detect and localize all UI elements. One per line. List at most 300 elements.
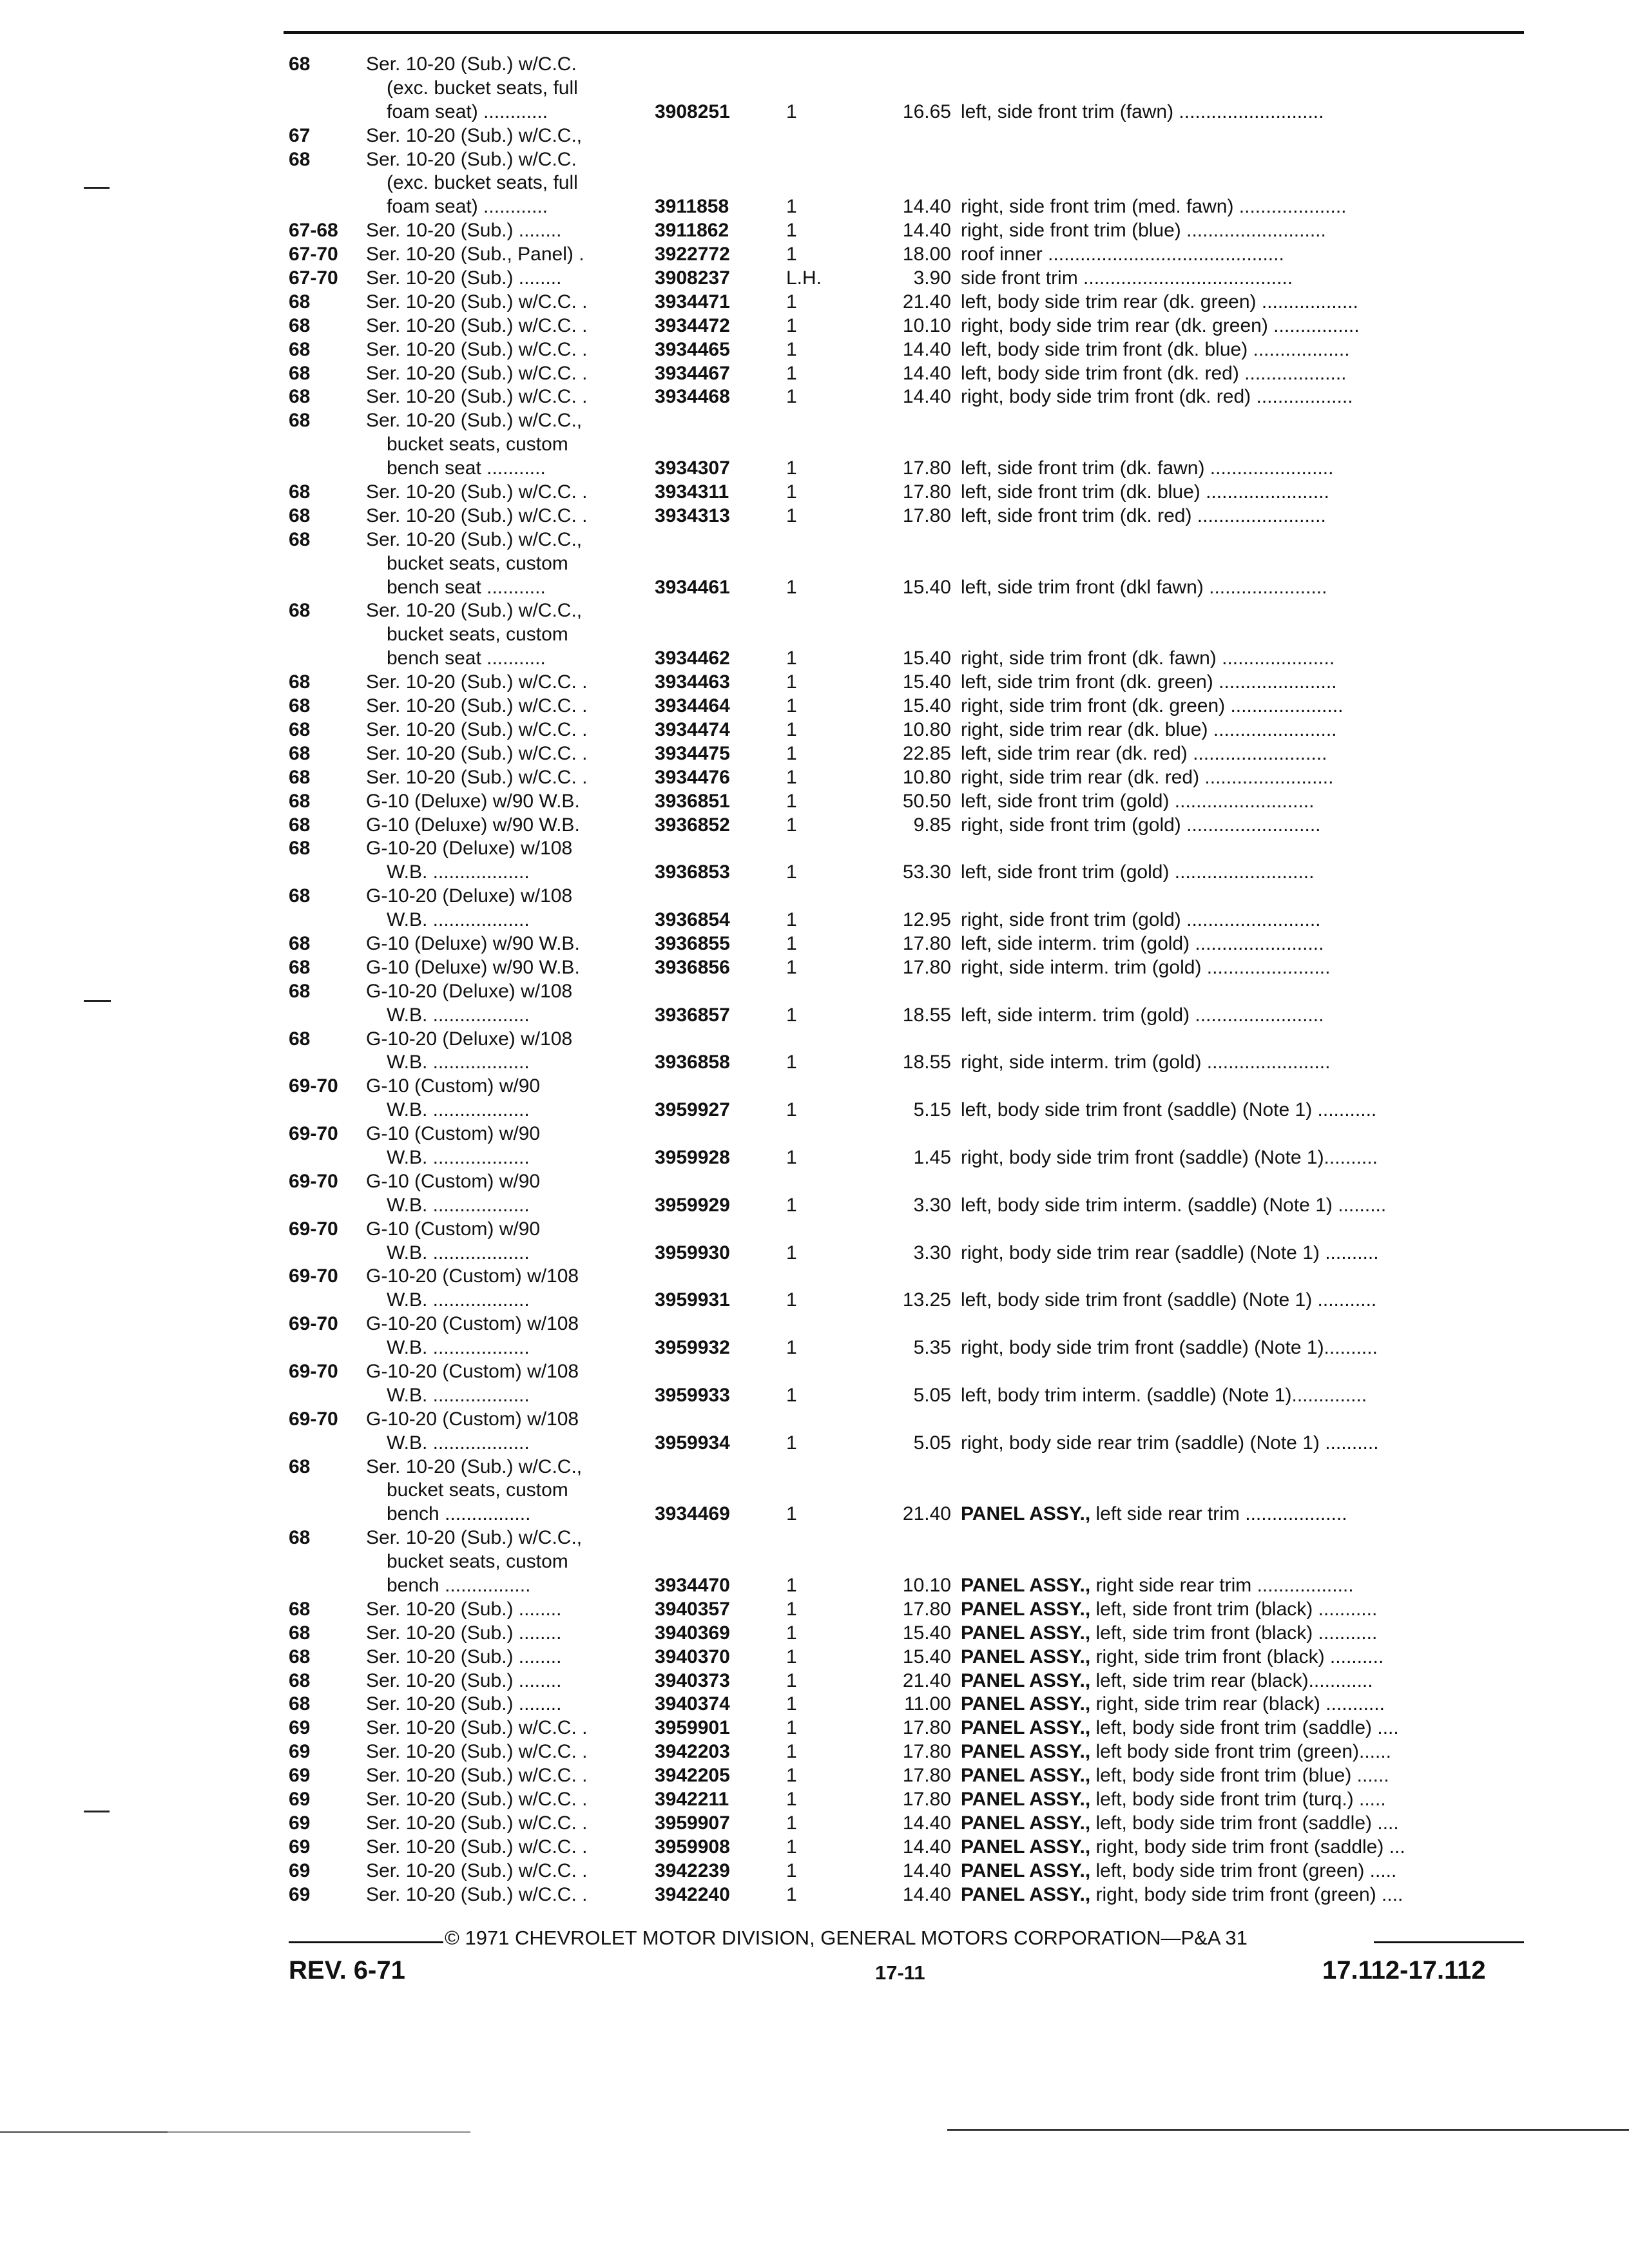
description-text: right, body side trim front (saddle) (Note 1).......... — [961, 1146, 1378, 1168]
description-cell — [961, 291, 1358, 314]
price-cell: 18.55 — [902, 1004, 951, 1026]
description-text: right, side front trim (blue) .......................... — [961, 220, 1326, 242]
description-cell — [961, 1146, 1378, 1170]
table-row — [289, 1860, 1526, 1883]
model-cell: W.B. .................. — [387, 909, 530, 931]
description-text: right, side trim front (black) .......... — [1090, 1646, 1384, 1667]
model-cell: G-10-20 (Custom) w/108 — [366, 1313, 579, 1335]
year-cell: 69-70 — [289, 1360, 338, 1382]
model-cell: G-10 (Custom) w/90 — [366, 1075, 541, 1097]
year-cell: 68 — [289, 1028, 311, 1050]
year-cell: 68 — [289, 1646, 311, 1667]
description-cell — [961, 1836, 1405, 1860]
table-row — [289, 599, 1526, 623]
table-row — [289, 53, 1526, 77]
year-cell: 69-70 — [289, 1170, 338, 1192]
description-cell — [961, 861, 1314, 885]
bottom-rule-left — [0, 2131, 168, 2133]
table-row — [289, 362, 1526, 386]
year-cell: 68 — [289, 671, 311, 693]
description-text: right, side front trim (med. fawn) .................... — [961, 196, 1347, 218]
table-row — [289, 790, 1526, 814]
model-cell: Ser. 10-20 (Sub.) w/C.C. . — [366, 695, 588, 717]
part-number-cell: 3940369 — [655, 1622, 730, 1644]
part-number-cell: 3934470 — [655, 1575, 730, 1596]
description-cell — [961, 314, 1360, 338]
price-cell: 14.40 — [902, 1836, 951, 1858]
model-cell: foam seat) ............ — [387, 101, 548, 122]
table-row — [289, 1716, 1526, 1740]
table-row — [289, 1598, 1526, 1622]
table-row — [289, 148, 1526, 172]
quantity-cell: 1 — [786, 1575, 797, 1596]
model-cell: G-10-20 (Deluxe) w/108 — [366, 1028, 573, 1050]
year-cell: 68 — [289, 386, 311, 408]
part-number-cell: 3934311 — [655, 481, 729, 503]
model-cell: W.B. .................. — [387, 1384, 530, 1406]
quantity-cell: 1 — [786, 1337, 797, 1359]
description-cell — [961, 1336, 1378, 1360]
quantity-cell: 1 — [786, 244, 797, 265]
part-number-cell: 3934463 — [655, 671, 730, 693]
quantity-cell: 1 — [786, 718, 797, 740]
description-cell — [961, 101, 1324, 124]
quantity-cell: 1 — [786, 1765, 797, 1787]
year-cell: 68 — [289, 1669, 311, 1691]
footer-revision: REV. 6-71 — [289, 1956, 405, 1984]
description-text: left, side trim front (black) ........... — [1090, 1622, 1378, 1644]
quantity-cell: 1 — [786, 1741, 797, 1763]
description-cell — [961, 1693, 1385, 1716]
description-heading: PANEL ASSY., — [961, 1622, 1091, 1644]
year-cell: 68 — [289, 1456, 311, 1477]
model-cell: bucket seats, custom — [387, 552, 568, 574]
price-cell: 53.30 — [902, 861, 951, 883]
model-cell: Ser. 10-20 (Sub.) w/C.C. . — [366, 742, 588, 764]
quantity-cell: 1 — [786, 196, 797, 218]
table-row — [289, 1432, 1526, 1456]
quantity-cell: 1 — [786, 314, 797, 336]
model-cell: W.B. .................. — [387, 1289, 530, 1311]
table-row — [289, 101, 1526, 124]
table-row — [289, 908, 1526, 932]
description-cell — [961, 932, 1324, 956]
price-cell: 21.40 — [902, 291, 951, 312]
model-cell: bench ................ — [387, 1503, 531, 1525]
quantity-cell: 1 — [786, 457, 797, 479]
table-row — [289, 314, 1526, 338]
price-cell: 14.40 — [902, 1812, 951, 1834]
table-row — [289, 1218, 1526, 1242]
model-cell: Ser. 10-20 (Sub.) w/C.C. — [366, 53, 577, 75]
model-cell: G-10 (Deluxe) w/90 W.B. — [366, 790, 580, 812]
margin-mark — [84, 1811, 110, 1812]
table-row — [289, 1550, 1526, 1574]
description-cell — [961, 338, 1350, 362]
part-number-cell: 3934476 — [655, 766, 730, 788]
quantity-cell: 1 — [786, 814, 797, 836]
price-cell: 10.80 — [902, 718, 951, 740]
year-cell: 69-70 — [289, 1218, 338, 1240]
description-text: right, body side trim rear (dk. green) ................ — [961, 314, 1360, 336]
model-cell: Ser. 10-20 (Sub.) w/C.C. . — [366, 362, 588, 384]
description-text: left, side interm. trim (gold) ........................ — [961, 1004, 1324, 1026]
description-cell — [961, 814, 1321, 838]
table-row — [289, 1883, 1526, 1907]
description-heading: PANEL ASSY., — [961, 1646, 1091, 1667]
quantity-cell: 1 — [786, 1194, 797, 1216]
quantity-cell: 1 — [786, 861, 797, 883]
description-cell — [961, 243, 1284, 267]
year-cell: 69 — [289, 1860, 311, 1881]
model-cell: G-10-20 (Deluxe) w/108 — [366, 980, 573, 1002]
description-text: side front trim ....................................... — [961, 267, 1293, 289]
footer-rule-left — [289, 1941, 443, 1943]
part-number-cell: 3934468 — [655, 386, 730, 408]
year-cell: 67-70 — [289, 244, 338, 265]
price-cell: 17.80 — [902, 956, 951, 978]
model-cell: bench seat ........... — [387, 576, 546, 598]
model-cell: Ser. 10-20 (Sub.) w/C.C. . — [366, 1717, 588, 1739]
description-heading: PANEL ASSY., — [961, 1836, 1091, 1858]
model-cell: foam seat) ............ — [387, 196, 548, 218]
description-heading: PANEL ASSY., — [961, 1693, 1091, 1715]
price-cell: 10.10 — [902, 1575, 951, 1596]
part-number-cell: 3934461 — [655, 576, 730, 598]
quantity-cell: 1 — [786, 909, 797, 931]
year-cell: 69-70 — [289, 1408, 338, 1430]
description-text: left, side trim front (dkl fawn) ...................... — [961, 576, 1327, 598]
quantity-cell: 1 — [786, 1242, 797, 1264]
table-row — [289, 671, 1526, 695]
table-row — [289, 1503, 1526, 1526]
price-cell: 17.80 — [902, 932, 951, 954]
model-cell: W.B. .................. — [387, 1099, 530, 1121]
description-cell — [961, 1716, 1399, 1740]
description-cell — [961, 457, 1333, 481]
price-cell: 15.40 — [902, 576, 951, 598]
description-cell — [961, 1646, 1383, 1669]
quantity-cell: 1 — [786, 1598, 797, 1620]
description-cell — [961, 1598, 1377, 1622]
description-text: left, side front trim (gold) .......................... — [961, 861, 1315, 883]
description-cell — [961, 1788, 1386, 1812]
price-cell: 22.85 — [902, 742, 951, 764]
year-cell: 69 — [289, 1812, 311, 1834]
part-number-cell: 3934469 — [655, 1503, 730, 1525]
model-cell: G-10-20 (Custom) w/108 — [366, 1265, 579, 1287]
table-row — [289, 1242, 1526, 1265]
description-text: left, body side trim front (saddle) (Note 1) ........... — [961, 1099, 1377, 1121]
quantity-cell: 1 — [786, 1432, 797, 1454]
table-row — [289, 505, 1526, 528]
part-number-cell: 3934474 — [655, 718, 730, 740]
table-row — [289, 338, 1526, 362]
year-cell: 69-70 — [289, 1123, 338, 1145]
description-cell — [961, 1004, 1324, 1028]
table-row — [289, 980, 1526, 1004]
year-cell: 68 — [289, 1622, 311, 1644]
description-text: right, body side trim front (saddle) (Note 1).......... — [961, 1337, 1378, 1359]
price-cell: 3.30 — [913, 1242, 951, 1264]
model-cell: Ser. 10-20 (Sub.) w/C.C. . — [366, 505, 588, 526]
quantity-cell: 1 — [786, 338, 797, 360]
quantity-cell: L.H. — [786, 267, 822, 289]
quantity-cell: 1 — [786, 671, 797, 693]
year-cell: 68 — [289, 314, 311, 336]
table-row — [289, 861, 1526, 885]
description-text: left, side front trim (dk. fawn) ....................... — [961, 457, 1334, 479]
model-cell: W.B. .................. — [387, 1194, 530, 1216]
part-number-cell: 3940373 — [655, 1669, 730, 1691]
year-cell: 68 — [289, 600, 311, 622]
year-cell: 68 — [289, 742, 311, 764]
description-cell — [961, 1432, 1379, 1456]
part-number-cell: 3934462 — [655, 648, 730, 669]
description-cell — [961, 505, 1326, 528]
model-cell: Ser. 10-20 (Sub.) w/C.C. . — [366, 1812, 588, 1834]
part-number-cell: 3942240 — [655, 1883, 730, 1905]
table-row — [289, 766, 1526, 790]
year-cell: 69 — [289, 1836, 311, 1858]
quantity-cell: 1 — [786, 1146, 797, 1168]
year-cell: 68 — [289, 291, 311, 312]
footer-section-number: 17.112-17.112 — [1322, 1956, 1486, 1984]
table-row — [289, 1669, 1526, 1693]
model-cell: W.B. .................. — [387, 1337, 530, 1359]
quantity-cell: 1 — [786, 291, 797, 312]
year-cell: 68 — [289, 1527, 311, 1549]
model-cell: Ser. 10-20 (Sub.) w/C.C., — [366, 1456, 583, 1477]
price-cell: 10.10 — [902, 314, 951, 336]
description-text: left, body side front trim (turq.) ..... — [1090, 1789, 1386, 1811]
table-row — [289, 695, 1526, 718]
price-cell: 12.95 — [902, 909, 951, 931]
model-cell: Ser. 10-20 (Sub.) w/C.C. . — [366, 671, 588, 693]
description-cell — [961, 1740, 1391, 1764]
part-number-cell: 3936852 — [655, 814, 730, 836]
price-cell: 15.40 — [902, 1622, 951, 1644]
parts-table — [289, 53, 1526, 1907]
year-cell: 69-70 — [289, 1075, 338, 1097]
model-cell: Ser. 10-20 (Sub.) ........ — [366, 267, 562, 289]
price-cell: 14.40 — [902, 1860, 951, 1881]
description-text: roof inner ............................................ — [961, 244, 1284, 265]
model-cell: Ser. 10-20 (Sub.) w/C.C. . — [366, 1860, 588, 1881]
quantity-cell: 1 — [786, 1860, 797, 1881]
description-cell — [961, 1883, 1403, 1907]
price-cell: 3.90 — [913, 267, 951, 289]
description-cell — [961, 1099, 1376, 1122]
part-number-cell: 3959930 — [655, 1242, 730, 1264]
year-cell: 68 — [289, 838, 311, 860]
description-cell — [961, 385, 1353, 409]
part-number-cell: 3959927 — [655, 1099, 730, 1121]
price-cell: 3.30 — [913, 1194, 951, 1216]
description-text: right side rear trim .................. — [1090, 1575, 1354, 1596]
bottom-rule-mid — [168, 2131, 470, 2133]
table-row — [289, 837, 1526, 861]
price-cell: 15.40 — [902, 648, 951, 669]
model-cell: Ser. 10-20 (Sub.) w/C.C., — [366, 1527, 583, 1549]
description-text: left, side front trim (black) ........... — [1090, 1598, 1378, 1620]
description-text: left, body side trim interm. (saddle) (Note 1) ......... — [961, 1194, 1387, 1216]
price-cell: 21.40 — [902, 1669, 951, 1691]
model-cell: bench seat ........... — [387, 457, 546, 479]
description-text: left body side front trim (green)...... — [1090, 1741, 1392, 1763]
model-cell: G-10 (Deluxe) w/90 W.B. — [366, 814, 580, 836]
model-cell: Ser. 10-20 (Sub.) w/C.C., — [366, 410, 583, 432]
table-row — [289, 1312, 1526, 1336]
part-number-cell: 3959934 — [655, 1432, 730, 1454]
table-row — [289, 291, 1526, 314]
table-row — [289, 528, 1526, 552]
model-cell: Ser. 10-20 (Sub.) w/C.C. . — [366, 338, 588, 360]
description-text: right, side interm. trim (gold) ....................... — [961, 956, 1331, 978]
description-text: left, body side front trim (blue) ...... — [1090, 1765, 1389, 1787]
model-cell: Ser. 10-20 (Sub.) ........ — [366, 220, 562, 242]
table-row — [289, 1004, 1526, 1028]
year-cell: 68 — [289, 932, 311, 954]
price-cell: 14.40 — [902, 220, 951, 242]
year-cell: 68 — [289, 148, 311, 170]
part-number-cell: 3934475 — [655, 742, 730, 764]
table-row — [289, 742, 1526, 766]
model-cell: bucket seats, custom — [387, 1479, 568, 1501]
quantity-cell: 1 — [786, 742, 797, 764]
description-text: left, side trim rear (black)............ — [1090, 1669, 1373, 1691]
description-cell — [961, 1384, 1367, 1408]
part-number-cell: 3959908 — [655, 1836, 730, 1858]
quantity-cell: 1 — [786, 1883, 797, 1905]
table-row — [289, 1051, 1526, 1075]
table-row — [289, 718, 1526, 742]
table-row — [289, 647, 1526, 671]
description-text: right, side trim front (dk. green) ..................... — [961, 695, 1344, 717]
model-cell: Ser. 10-20 (Sub.) w/C.C. . — [366, 386, 588, 408]
table-row — [289, 1360, 1526, 1384]
price-cell: 17.80 — [902, 1717, 951, 1739]
part-number-cell: 3940370 — [655, 1646, 730, 1667]
table-row — [289, 1693, 1526, 1716]
description-text: right, side trim rear (dk. red) ........................ — [961, 766, 1334, 788]
year-cell: 68 — [289, 766, 311, 788]
year-cell: 69 — [289, 1765, 311, 1787]
bottom-rule-right — [947, 2129, 1629, 2131]
description-heading: PANEL ASSY., — [961, 1812, 1091, 1834]
part-number-cell: 3942205 — [655, 1765, 730, 1787]
description-text: right, side front trim (gold) ......................... — [961, 814, 1321, 836]
year-cell: 69 — [289, 1741, 311, 1763]
price-cell: 13.25 — [902, 1289, 951, 1311]
model-cell: Ser. 10-20 (Sub.) w/C.C., — [366, 600, 583, 622]
quantity-cell: 1 — [786, 1836, 797, 1858]
price-cell: 17.80 — [902, 1789, 951, 1811]
table-row — [289, 385, 1526, 409]
quantity-cell: 1 — [786, 790, 797, 812]
year-cell: 68 — [289, 53, 311, 75]
year-cell: 69-70 — [289, 1265, 338, 1287]
description-cell — [961, 576, 1327, 600]
price-cell: 5.05 — [913, 1432, 951, 1454]
year-cell: 68 — [289, 956, 311, 978]
description-cell — [961, 1574, 1354, 1598]
table-row — [289, 1740, 1526, 1764]
price-cell: 17.80 — [902, 1765, 951, 1787]
year-cell: 68 — [289, 410, 311, 432]
part-number-cell: 3908237 — [655, 267, 730, 289]
year-cell: 68 — [289, 505, 311, 526]
description-text: right, side trim rear (dk. blue) ....................... — [961, 718, 1337, 740]
price-cell: 14.40 — [902, 386, 951, 408]
description-text: left, side interm. trim (gold) ........................ — [961, 932, 1324, 954]
part-number-cell: 3934313 — [655, 505, 730, 526]
description-text: left, side trim front (dk. green) ...................... — [961, 671, 1337, 693]
table-row — [289, 1194, 1526, 1218]
model-cell: G-10 (Custom) w/90 — [366, 1123, 541, 1145]
model-cell: bucket seats, custom — [387, 434, 568, 456]
table-row — [289, 124, 1526, 148]
quantity-cell: 1 — [786, 1646, 797, 1667]
table-row — [289, 1336, 1526, 1360]
model-cell: Ser. 10-20 (Sub.) ........ — [366, 1646, 562, 1667]
table-row — [289, 1764, 1526, 1788]
description-cell — [961, 362, 1347, 386]
description-cell — [961, 1669, 1373, 1693]
table-row — [289, 243, 1526, 267]
price-cell: 5.35 — [913, 1337, 951, 1359]
table-row — [289, 576, 1526, 600]
description-cell — [961, 1622, 1377, 1646]
price-cell: 14.40 — [902, 1883, 951, 1905]
part-number-cell: 3959901 — [655, 1717, 730, 1739]
margin-mark — [84, 1000, 111, 1002]
description-cell — [961, 766, 1333, 790]
year-cell: 68 — [289, 885, 311, 907]
description-text: left, body side trim front (saddle) (Note 1) ........... — [961, 1289, 1377, 1311]
part-number-cell: 3942239 — [655, 1860, 730, 1881]
model-cell: Ser. 10-20 (Sub.) ........ — [366, 1693, 562, 1715]
part-number-cell: 3959933 — [655, 1384, 730, 1406]
description-cell — [961, 481, 1329, 505]
description-heading: PANEL ASSY., — [961, 1741, 1091, 1763]
table-row — [289, 956, 1526, 980]
part-number-cell: 3936855 — [655, 932, 730, 954]
model-cell: Ser. 10-20 (Sub.) ........ — [366, 1622, 562, 1644]
description-cell — [961, 718, 1337, 742]
description-text: left, body trim interm. (saddle) (Note 1).............. — [961, 1384, 1367, 1406]
model-cell: (exc. bucket seats, full — [387, 172, 578, 194]
quantity-cell: 1 — [786, 695, 797, 717]
table-row — [289, 1384, 1526, 1408]
description-cell — [961, 1812, 1399, 1836]
table-row — [289, 267, 1526, 291]
description-heading: PANEL ASSY., — [961, 1669, 1091, 1691]
description-text: left, body side trim front (green) ..... — [1090, 1860, 1397, 1881]
description-text: left, side front trim (dk. blue) ....................... — [961, 481, 1329, 503]
model-cell: Ser. 10-20 (Sub.) w/C.C. . — [366, 314, 588, 336]
description-text: left, body side trim front (dk. red) ................... — [961, 362, 1347, 384]
year-cell: 68 — [289, 362, 311, 384]
quantity-cell: 1 — [786, 932, 797, 954]
year-cell: 67 — [289, 124, 311, 146]
description-cell — [961, 195, 1347, 219]
price-cell: 1.45 — [913, 1146, 951, 1168]
description-heading: PANEL ASSY., — [961, 1765, 1091, 1787]
model-cell: W.B. .................. — [387, 1432, 530, 1454]
table-row — [289, 1836, 1526, 1860]
quantity-cell: 1 — [786, 1717, 797, 1739]
